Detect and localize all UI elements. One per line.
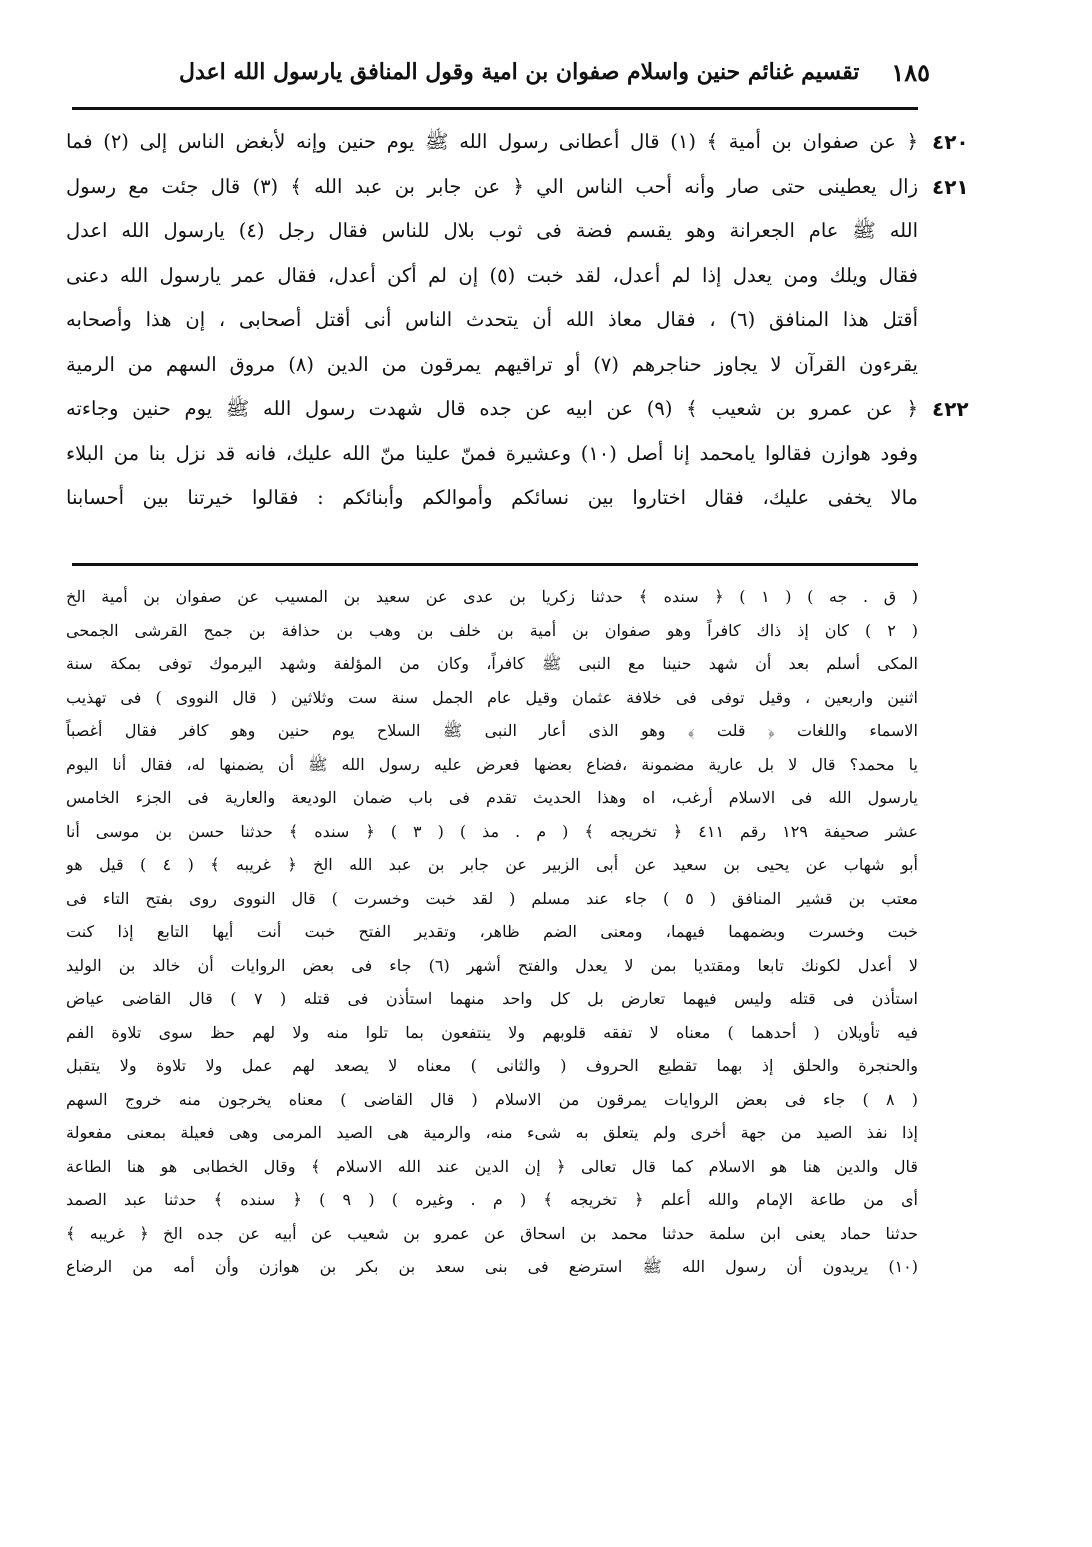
text-line: ﴿ عن صفوان بن أمية ﴾ (١) قال أعطانى رسول الله ﷺ يوم حنين وإنه لأبغض الناس إلى (٢) فما — [66, 130, 918, 153]
footnote-line: ( ٢ ) كان إذ ذاك كافراً وهو صفوان بن أمية بن خلف بن وهب بن حذافة بن جمح القرشى الجمحى — [66, 620, 918, 640]
text-line: ﴿ عن عمرو بن شعيب ﴾ (٩) عن ابيه عن جده قال شهدت رسول الله ﷺ يوم حنين وجاءته — [66, 397, 918, 420]
header-rule — [72, 107, 918, 110]
footnote-line: يا محمد؟ قال لا بل عارية مضمونة ،فضاع بعضها فعرض عليه رسول الله ﷺ أن يضمنها له، فقال أنا اليوم — [66, 754, 918, 774]
footnote-line: إذا نفذ الصيد من جهة أخرى ولم يتعلق به شىء منه، والرمية هى الصيد المرمى وهى فعيلة بمعنى مفعولة — [66, 1123, 918, 1142]
footnote-line: المكى أسلم بعد أن شهد حنينا مع النبى ﷺ كافراً، وكان من المؤلفة وشهد اليرموك توفى بمكة سنة — [66, 654, 918, 673]
footnote-line: ( ق . جه ) ( ١ ) ﴿ سنده ﴾ حدثنا زكريا بن عدى عن سعيد بن المسيب عن صفوان بن أمية الخ — [66, 587, 918, 606]
footnote-line: أبو شهاب عن يحيى بن سعيد عن أبى الزبير عن جابر بن عبد الله الخ ﴿ غريبه ﴾ ( ٤ ) قيل هو — [66, 855, 918, 874]
footnote-line: الاسماء واللغات ﴿ قلت ﴾ وهو الذى أعار النبى ﷺ السلاح يوم حنين وهو كافر فقال أغصباً — [66, 721, 918, 740]
footnote-line: معتب بن قشير المنافق ( ٥ ) جاء عند مسلم ( لقد خبت وخسرت ) قال النووى روى بفتح التاء فى — [66, 888, 918, 908]
footnote-line: استأذن فى قتله وليس فيهما تعارض بل كل واحد منهما استأذن فى قتله ( ٧ ) قال القاضى عياض — [66, 989, 918, 1008]
footnote-line: والحنجرة والحلق إذ بهما تقطيع الحروف ( والثانى ) معناه لا يصعد لهم عمل ولا تلاوة ولا يتقبل — [66, 1056, 918, 1075]
text-line: مالا يخفى عليك، فقال اختاروا بين نسائكم وأموالكم وأبنائكم : فقالوا خيرتنا بين أحسابنا — [66, 486, 918, 509]
text-line: أقتل هذا المنافق (٦) ، فقال معاذ الله أن يتحدث الناس أنى أقتل أصحابى ، إن هذا وأصحابه — [66, 308, 918, 331]
hadith-number: ٤٢٢ — [932, 397, 969, 421]
text-line: يقرءون القرآن لا يجاوز حناجرهم (٧) أو تراقيهم يمرقون من الدين (٨) مروق السهم من الرمية — [66, 352, 918, 376]
footnote-line: قال والدين هنا هو الاسلام كما قال تعالى ﴿ إن الدين عند الله الاسلام ﴾ وقال الخطابى هو هنا الطاعة — [66, 1156, 918, 1176]
footnote-line: (١٠) يريدون أن رسول الله ﷺ استرضع فى بنى سعد بن بكر بن هوازن وأن أمه من الرضاع — [66, 1257, 918, 1276]
text-line: الله ﷺ عام الجعرانة وهو يقسم فضة فى ثوب بلال للناس فقال رجل (٤) يارسول الله اعدل — [66, 219, 918, 242]
footnote-line: أى من طاعة الإمام والله أعلم ﴿ تخريجه ﴾ ( م . وغيره ) ( ٩ ) ﴿ سنده ﴾ حدثنا عبد الصمد — [66, 1190, 918, 1209]
footnote-line: ( ٨ ) جاء فى بعض الروايات يمرقون من الاسلام ( قال القاضى ) معناه يخرجون منه خروج السهم — [66, 1089, 918, 1109]
text-line: فقال ويلك ومن يعدل إذا لم أعدل، لقد خبت (٥) إن لم أكن أعدل، فقال عمر يارسول الله دعنى — [66, 263, 918, 287]
main-text — [66, 120, 918, 521]
running-title: تقسيم غنائم حنين واسلام صفوان بن امية وقول المنافق يارسول الله اعدل — [178, 59, 860, 85]
footnote-line: لا أعدل لكونك تابعا ومقتديا بمن لا يعدل والفتح أشهر (٦) جاء فى بعض الروايات أن خالد بن الوليد — [66, 955, 918, 975]
hadith-number: ٤٢١ — [932, 174, 969, 199]
footnote-line: اثنين واربعين ، وقيل توفى فى خلافة عثمان وقيل عام الجمل سنة ست وثلاثين ( قال النووى ) فى تهذيب — [66, 687, 918, 707]
text-line: وفود هوازن فقالوا يامحمد إنا أصل (١٠) وعشيرة فمنّ علينا منّ الله عليك، فانه قد نزل بنا من البلاء — [66, 441, 918, 465]
footnote-line: عشر صحيفة ١٢٩ رقم ٤١١ ﴿ تخريجه ﴾ ( م . مذ ) ( ٣ ) ﴿ سنده ﴾ حدثنا حسن بن موسى أنا — [66, 821, 918, 841]
footnote-line: حدثنا حماد يعنى ابن سلمة حدثنا محمد بن اسحاق عن عمرو بن شعيب عن أبيه عن جده الخ ﴿ غريبه ﴾ — [66, 1223, 918, 1243]
footnote-line: يارسول الله فى الاسلام أرغب، اه وهذا الحديث تقدم فى باب ضمان الوديعة والعارية فى الجزء الخامس — [66, 788, 918, 807]
text-line: زال يعطينى حتى صار وأنه أحب الناس الي ﴿ عن جابر بن عبد الله ﴾ (٣) قال جئت مع رسول — [66, 174, 918, 198]
footnotes — [66, 580, 918, 1284]
page-number: ١٨٥ — [891, 57, 930, 87]
page-header — [150, 52, 930, 92]
footnote-separator — [72, 563, 918, 566]
hadith-number: ٤٢٠ — [932, 130, 969, 154]
footnote-line: فيه تأويلان ( أحدهما ) معناه لا تفقه قلوبهم ولا ينتفعون بما تلوا منه ولا لهم حظ سوى تلاوة الفم — [66, 1022, 918, 1042]
footnote-line: خبت وخسرت وبضمهما فيهما، ومعنى الضم ظاهر، وتقدير الفتح خبت أنت أيها التابع إذا كنت — [66, 922, 918, 941]
